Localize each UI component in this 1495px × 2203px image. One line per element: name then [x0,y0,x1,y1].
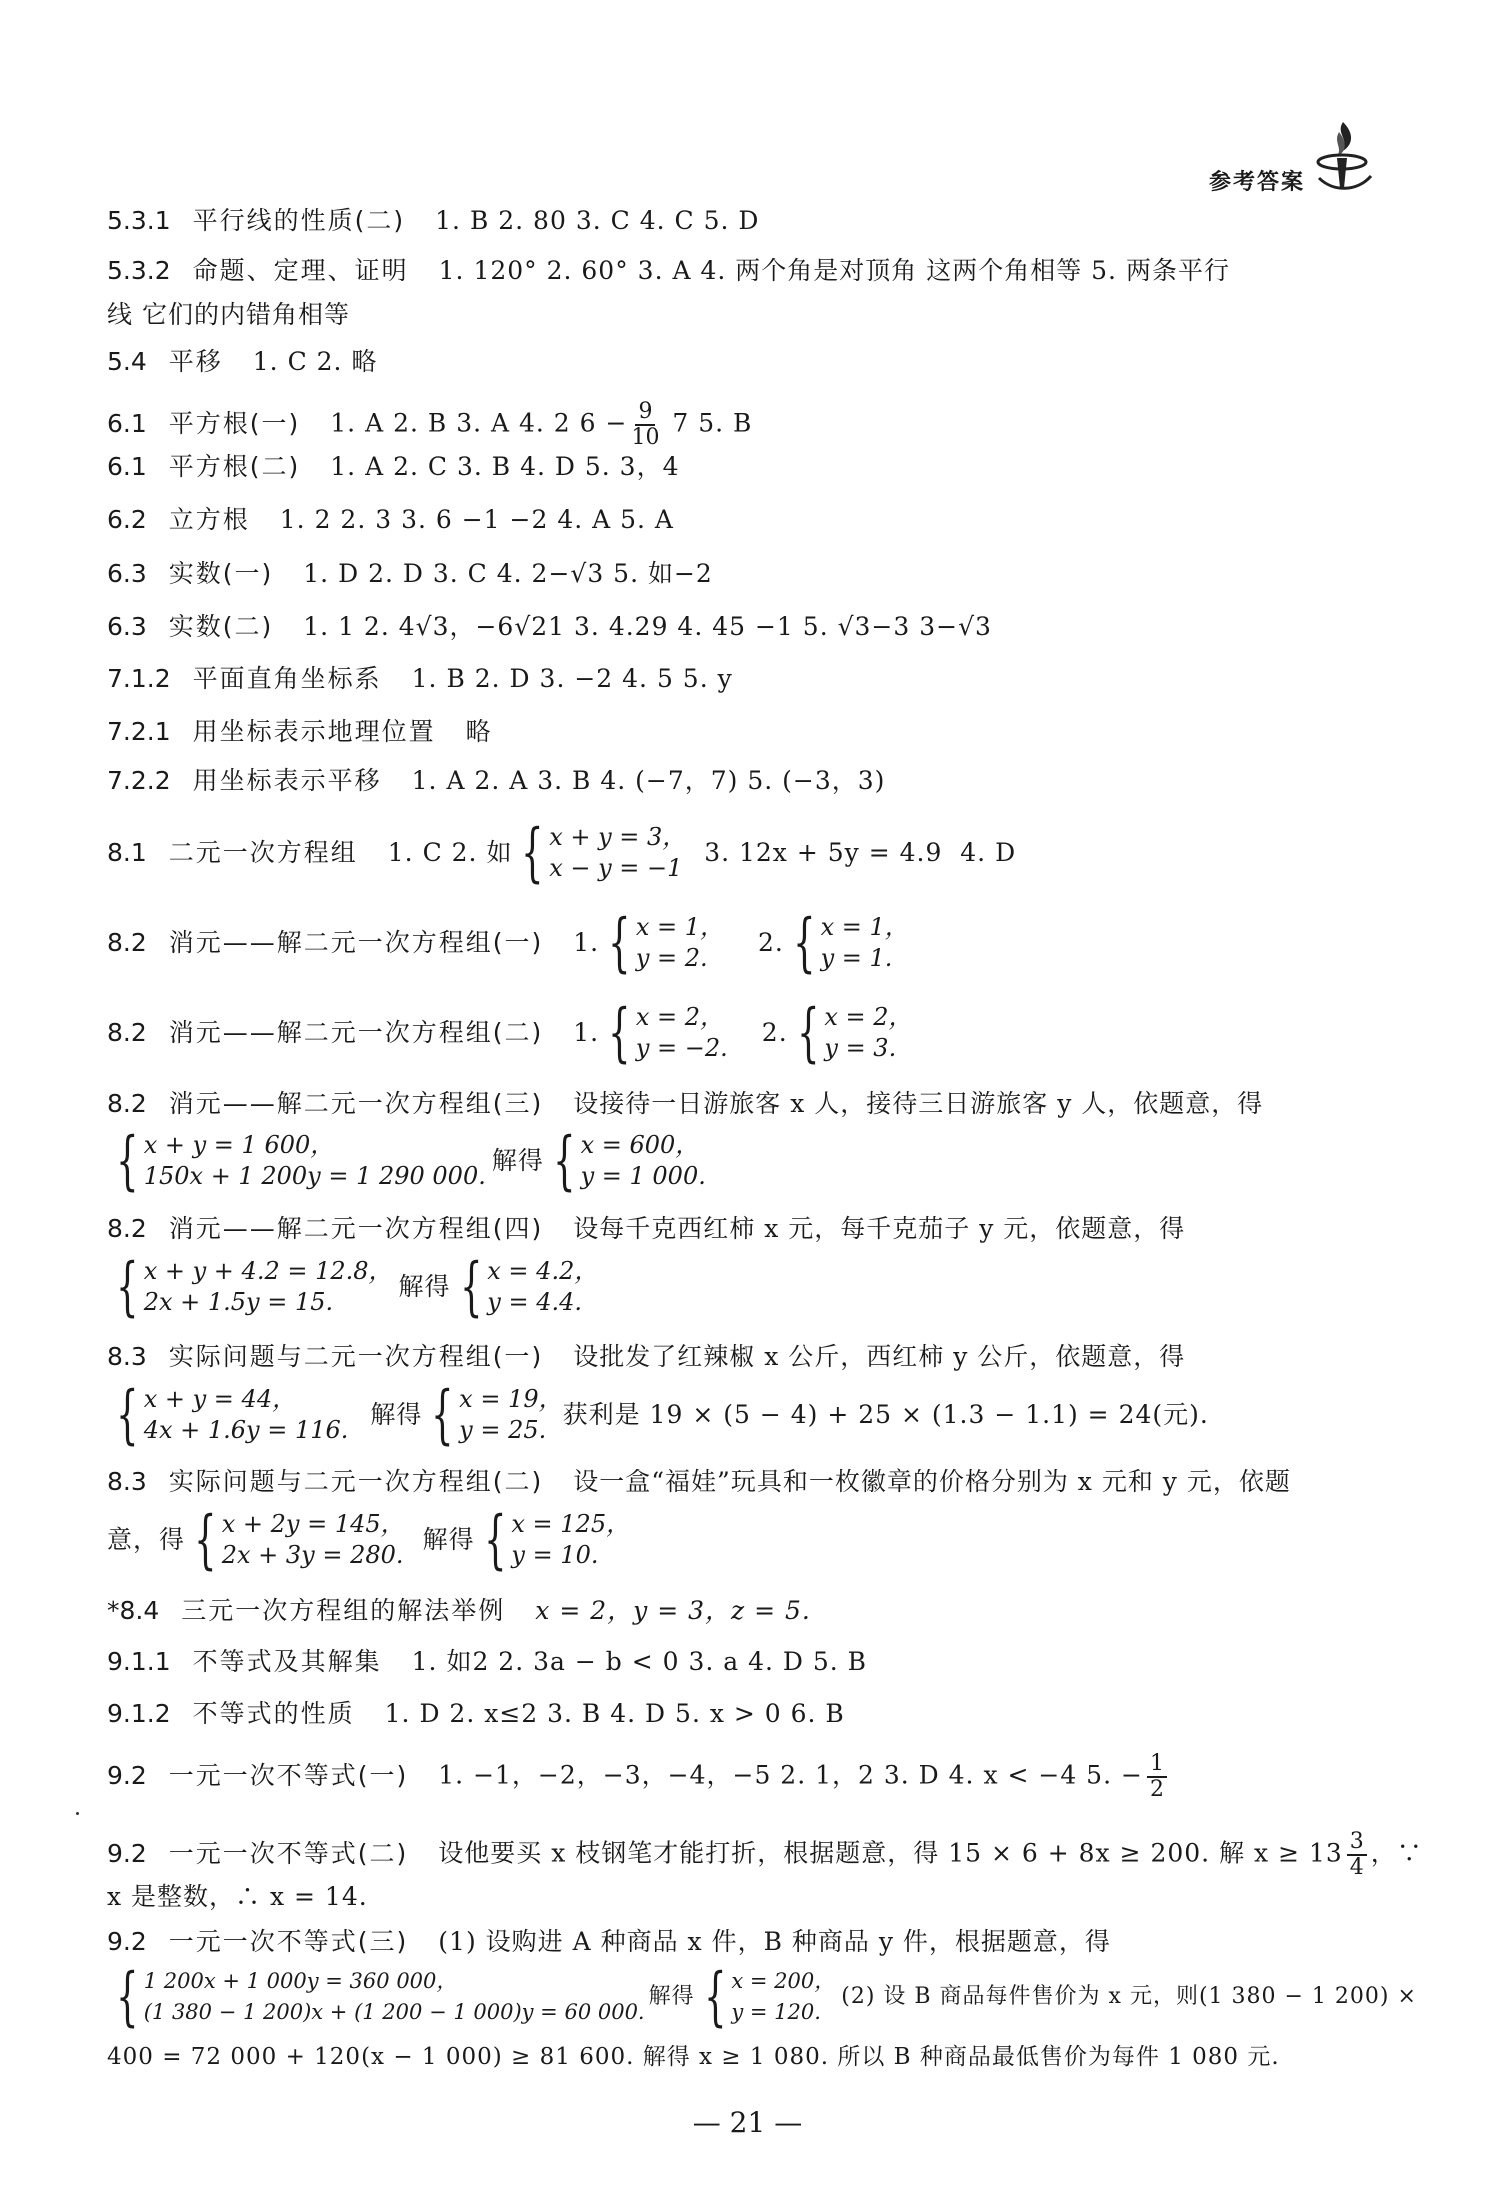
answers: 7 5. B [663,408,753,438]
section-title: 平方根(二) [168,452,301,481]
answers: 400 = 72 000 + 120(x − 1 000) ≥ 81 600. 解得 x ≥ 1 080. 所以 B 种商品最低售价为每件 1 080 元. [107,2044,1280,2070]
equation: y = 3. [824,1034,897,1062]
brace-icon: { [553,1124,576,1198]
section-number: 9.2 [107,1927,147,1956]
answer-line-continued [107,1126,1385,1196]
answer-line-continued [107,1880,1385,1914]
answer-line [107,908,1385,978]
question-number: 2. [758,928,784,957]
section-number: 6.1 [107,408,147,438]
equation: y = 2. [635,944,708,972]
equation: x + y = 44， [143,1385,297,1413]
answer-line [107,818,1385,888]
equation: x = 200， [731,1969,836,1993]
section-number: 9.1.2 [107,1699,171,1728]
solve-label: 解得 [648,1984,695,2009]
section-number: 8.1 [107,838,147,867]
answer-line [107,998,1385,1068]
answer-line [107,1645,1385,1679]
answers: (2) 设 B 商品每件售价为 x 元，则(1 380 − 1 200) × [841,1984,1417,2009]
equation-system [451,1250,599,1324]
answers: 设他要买 x 枝钢笔才能打折，根据题意，得 15 × 6 + 8x ≥ 200. 解 x ≥ 13 [438,1838,1343,1868]
section-number: 8.2 [107,1214,147,1243]
answer-line [107,1925,1385,1959]
section-number: 5.3.1 [107,206,171,235]
answers: 设接待一日游旅客 x 人，接待三日游旅客 y 人，依题意，得 [573,1089,1264,1118]
answer-line [107,345,1385,379]
brace-icon: { [116,1378,139,1452]
equation: 150x + 1 200y = 1 290 000. [143,1162,486,1190]
section-title: 三元一次方程组的解法举例 [181,1596,506,1625]
equation: y = −2. [635,1034,728,1062]
fraction-denominator: 4 [1349,1855,1364,1880]
solve-label: 解得 [370,1400,423,1429]
answer-line-continued [107,298,1385,332]
equation: x = 4.2， [487,1257,599,1285]
equation: x − y = −1 [549,854,683,882]
equation: y = 4.4. [487,1288,582,1316]
answers: 1. B 2. 80 3. C 4. C 5. D [435,206,760,235]
answers: 1. C 2. 略 [252,347,378,376]
section-title: 用坐标表示平移 [192,766,382,795]
equation: 1 200x + 1 000y = 360 000， [143,1969,458,1993]
answers: x 是整数，∴ x = 14. [107,1882,368,1911]
section-title: 实数(二) [168,612,274,641]
equation: x = 2， [824,1003,913,1031]
equation: x + y = 1 600， [143,1131,335,1159]
equation: y = 25. [459,1416,547,1444]
fraction-denominator: 10 [631,425,660,450]
answers: 1. D 2. x≤2 3. B 4. D 5. x > 0 6. B [384,1699,845,1728]
answers: 1. 2 2. 3 3. 6 −1 −2 4. A 5. A [279,505,674,534]
answers: 设一盒“福娃”玩具和一枚徽章的价格分别为 x 元和 y 元，依题 [573,1467,1291,1496]
section-title: 实际问题与二元一次方程组(一) [168,1342,544,1371]
brace-icon: { [703,1960,727,2034]
equation: y = 1 000. [580,1162,706,1190]
answers: 1. 1 2. 4√3，−6√21 3. 4.29 4. 45 −1 5. √3−3 3−√3 [303,612,992,641]
answer-line [107,557,1385,591]
equation-system [788,996,913,1070]
answer-line-continued [107,1380,1385,1450]
section-number: 8.2 [107,1089,147,1118]
section-number: 6.1 [107,452,147,481]
section-title: 不等式的性质 [192,1699,355,1728]
scan-speck [76,1812,79,1815]
answer-line [107,1697,1385,1731]
answers: 1. C 2. 如 [387,838,513,867]
section-title: 一元一次不等式(一) [168,1760,409,1790]
section-title: 用坐标表示地理位置 [192,717,436,746]
answers: 1. −1，−2，−3，−4，−5 2. 1，2 3. D 4. x < −4 5. − [438,1760,1143,1790]
answer-line [107,764,1385,798]
equation-system [512,816,687,890]
section-number: 7.2.1 [107,717,171,746]
answer-line-continued [107,1252,1385,1322]
equation-system [107,1378,349,1452]
section-title: 立方根 [168,505,250,534]
answers: 获利是 19 × (5 − 4) + 25 × (1.3 − 1.1) = 24(元). [562,1400,1209,1429]
answers: 设每千克西红柿 x 元，每千克茄子 y 元，依题意，得 [573,1214,1186,1243]
section-number: 7.2.2 [107,766,171,795]
solve-label: 解得 [398,1272,451,1301]
section-number: 5.3.2 [107,256,171,285]
equation-system [107,1124,486,1198]
brace-icon: { [793,906,816,980]
answer-line [107,400,1385,450]
answers: 1. A 2. B 3. A 4. 2 6 − [330,408,628,438]
section-title: 消元——解二元一次方程组(四) [168,1214,544,1243]
section-number: 5.4 [107,347,147,376]
equation: y = 1. [820,944,893,972]
equation-system [599,906,725,980]
question-number: 2. [761,1018,788,1047]
section-number: 8.3 [107,1342,147,1371]
answers: 3. 12x + 5y = 4.9 4. D [686,838,1017,867]
answers: 1. D 2. D 3. C 4. 2−√3 5. 如−2 [303,559,713,588]
equation: y = 10. [511,1541,599,1569]
equation: x + y = 3， [549,823,687,851]
brace-icon: { [431,1378,454,1452]
answers: 设批发了红辣椒 x 公斤，西红柿 y 公斤，依题意，得 [573,1342,1186,1371]
equation-system [107,1250,393,1324]
answer-line [107,1752,1385,1802]
solve-label: 解得 [491,1146,544,1175]
equation: x + y + 4.2 = 12.8， [143,1257,393,1285]
equation-system [544,1124,706,1198]
fraction-numerator: 9 [635,400,655,426]
answer-line-continued [107,1505,1385,1575]
fraction [631,400,659,450]
equation: 2x + 1.5y = 15. [143,1288,334,1316]
section-number: *8.4 [107,1596,160,1625]
equation: x = 1， [635,913,725,941]
fraction-denominator: 2 [1149,1777,1164,1802]
answer-line [107,450,1385,484]
section-number: 9.2 [107,1838,147,1868]
brace-icon: { [116,1960,139,2034]
answer-line [107,503,1385,537]
section-title: 命题、定理、证明 [192,256,409,285]
section-title: 消元——解二元一次方程组(三) [168,1089,544,1118]
answers: 1. B 2. D 3. −2 4. 5 5. y [411,664,733,693]
question-number: 1. [573,928,600,957]
answers: 1. A 2. A 3. B 4. (−7，7) 5. (−3，3) [411,766,886,795]
equation: x = 125， [511,1510,631,1538]
answer-line-continued [107,1960,1417,2034]
equation: 4x + 1.6y = 116. [143,1416,349,1444]
page-header [1209,118,1375,196]
answer-line [107,1087,1385,1121]
fraction-numerator: 3 [1347,1830,1367,1856]
brace-icon: { [608,996,631,1070]
section-number: 9.1.1 [107,1647,171,1676]
section-title: 二元一次方程组 [168,838,358,867]
section-number: 6.3 [107,559,147,588]
torch-logo-icon [1313,118,1375,196]
answer-line [107,662,1385,696]
answers: x = 2，y = 3，z = 5. [535,1596,811,1625]
equation: x + 2y = 145， [221,1510,405,1538]
section-number: 9.2 [107,1760,147,1790]
section-title: 平面直角坐标系 [192,664,382,693]
page-number: — 21 — [692,2106,803,2139]
section-title: 一元一次不等式(二) [168,1838,409,1868]
answers: 1. A 2. C 3. B 4. D 5. 3，4 [330,452,680,481]
brace-icon: { [116,1250,139,1324]
answer-line [107,1465,1385,1499]
section-title: 一元一次不等式(三) [168,1927,409,1956]
answers: (1) 设购进 A 种商品 x 件，B 种商品 y 件，根据题意，得 [438,1927,1111,1956]
equation-system [422,1378,563,1452]
equation-system [784,906,909,980]
answers: 1. 120° 2. 60° 3. A 4. 两个角是对顶角 这两个角相等 5. 两条平行 [438,256,1230,285]
answer-line [107,254,1385,288]
fraction [1147,1752,1167,1802]
section-number: 6.2 [107,505,147,534]
answer-line [107,1594,1385,1628]
section-title: 消元——解二元一次方程组(一) [168,928,544,957]
section-number: 6.3 [107,612,147,641]
question-number: 1. [573,1018,600,1047]
answers: ，∵ [1370,1838,1423,1868]
equation: (1 380 − 1 200)x + (1 200 − 1 000)y = 60 000. [143,2000,645,2024]
brace-icon: { [521,816,545,890]
equation-system [475,1503,631,1577]
answer-line [107,1829,1423,1880]
answer-line [107,204,1385,238]
header-label: 参考答案 [1208,170,1305,195]
section-title: 平方根(一) [168,408,301,438]
brace-icon: { [483,1503,507,1577]
section-number: 8.3 [107,1467,147,1496]
answer-line [107,610,1385,644]
section-title: 平行线的性质(二) [192,206,406,235]
section-title: 不等式及其解集 [192,1647,382,1676]
answer-line-continued [107,2040,1385,2074]
brace-icon: { [459,1250,483,1324]
equation-system [185,1503,405,1577]
equation: x = 1， [820,913,909,941]
answers: 1. 如2 2. 3a − b < 0 3. a 4. D 5. B [411,1647,868,1676]
section-number: 8.2 [107,928,147,957]
equation: x = 2， [635,1003,725,1031]
answers: 线 它们的内错角相等 [107,300,350,329]
equation: x = 600， [580,1131,700,1159]
equation: 2x + 3y = 280. [221,1541,404,1569]
brace-icon: { [194,1503,217,1577]
brace-icon: { [796,996,820,1070]
answers: 意，得 [107,1525,186,1554]
equation: x = 19， [459,1385,563,1413]
section-title: 实际问题与二元一次方程组(二) [168,1467,544,1496]
solve-label: 解得 [422,1525,475,1554]
equation-system [599,996,728,1070]
equation-system [695,1960,836,2034]
fraction [1347,1830,1367,1880]
answer-line [107,715,1385,749]
section-title: 平移 [168,347,223,376]
section-number: 7.1.2 [107,664,171,693]
answers: 略 [465,717,492,746]
answer-line [107,1340,1385,1374]
brace-icon: { [116,1124,139,1198]
fraction-numerator: 1 [1147,1752,1167,1778]
brace-icon: { [608,906,631,980]
equation-system [107,1960,645,2034]
section-title: 实数(一) [168,559,274,588]
equation: y = 120. [731,2000,821,2024]
answer-line [107,1212,1385,1246]
section-title: 消元——解二元一次方程组(二) [168,1018,544,1047]
section-number: 8.2 [107,1018,147,1047]
